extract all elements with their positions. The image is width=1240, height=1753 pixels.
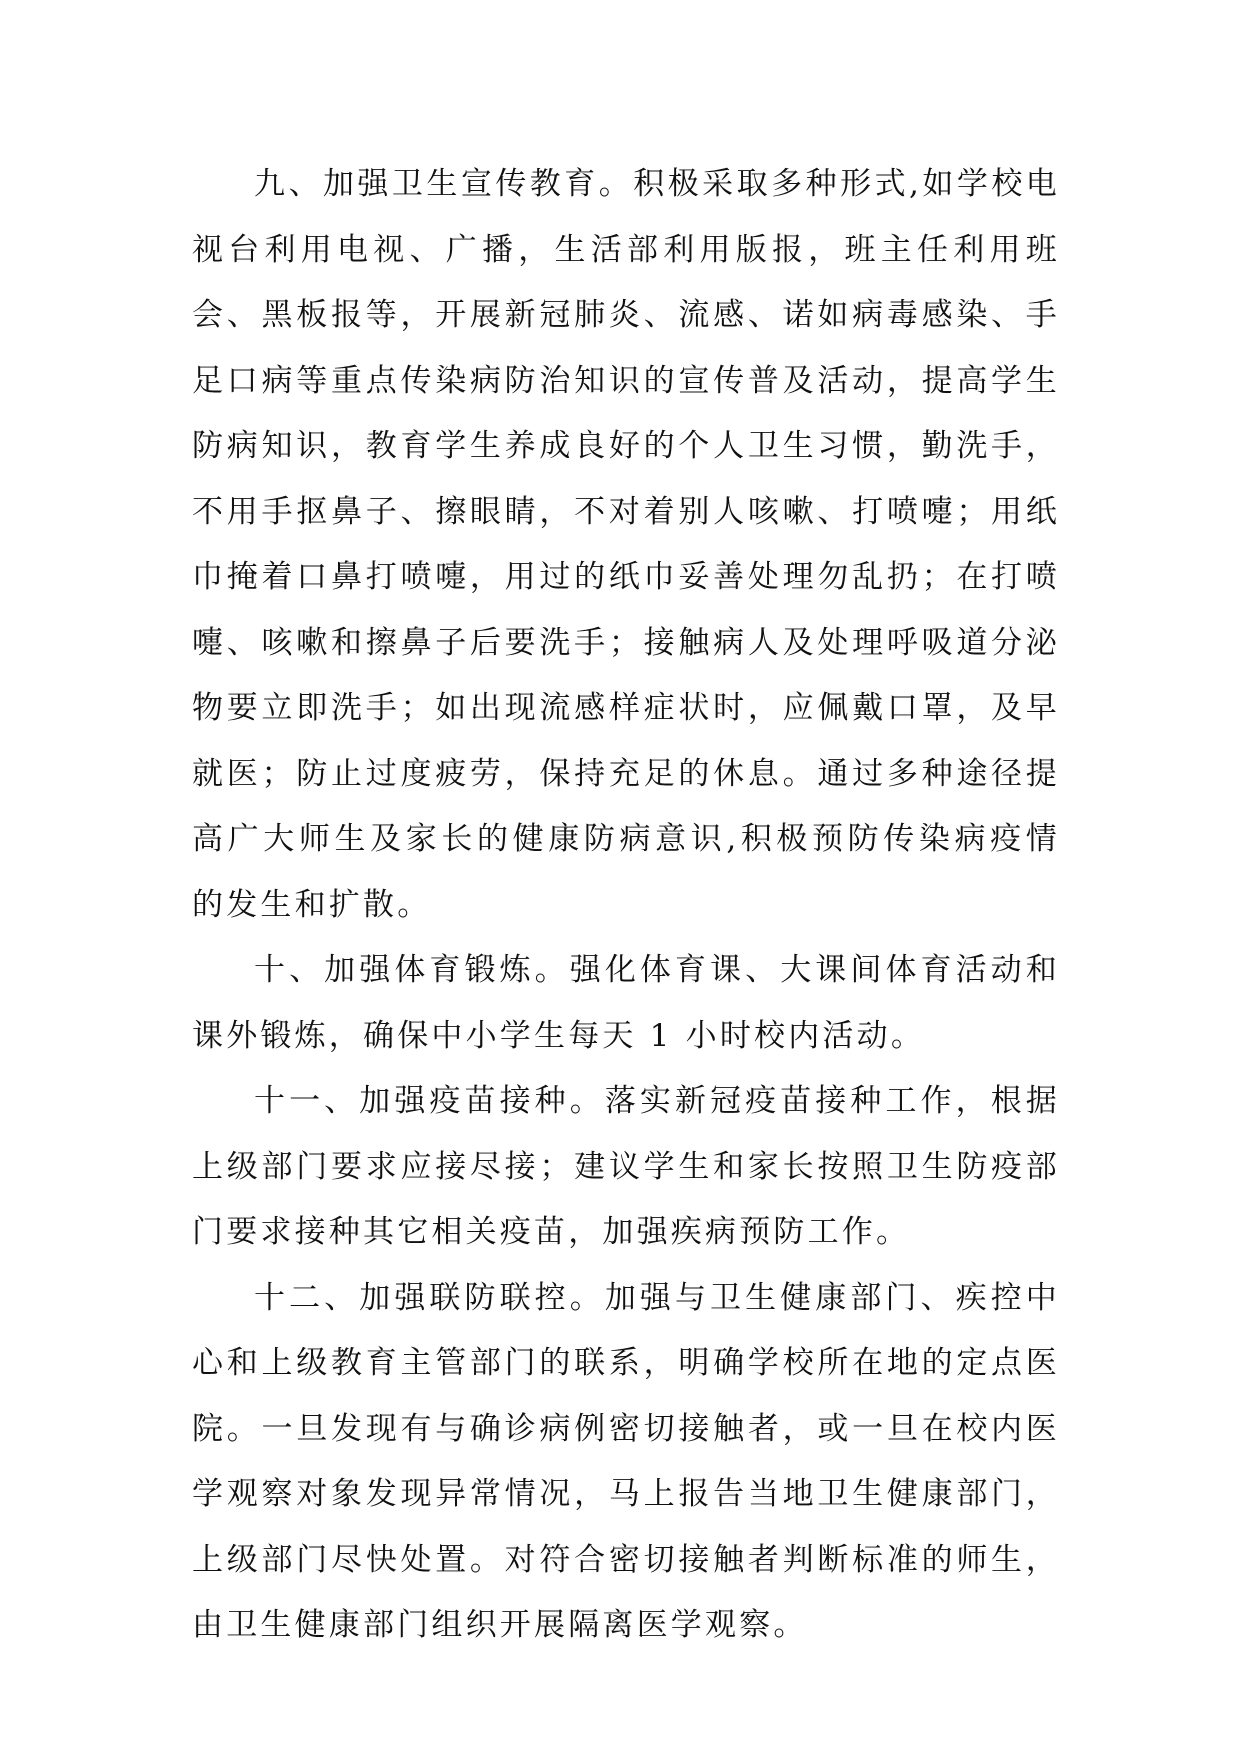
paragraph-joint-prevention: 十二、加强联防联控。加强与卫生健康部门、疾控中心和上级教育主管部门的联系，明确学校所在地的定点医院。一旦发现有与确诊病例密切接触者，或一旦在校内医学观察对象发现异常情况，马上报告当地卫生健康部门，上级部门尽快处置。对符合密切接触者判断标准的师生，由卫生健康部门组织开展隔离医学观察。 <box>192 1279 1060 1643</box>
paragraph-physical-exercise: 十、加强体育锻炼。强化体育课、大课间体育活动和课外锻炼，确保中小学生每天 1 小时校内活动。 <box>192 952 1060 1054</box>
document-body <box>192 152 1060 1659</box>
paragraph-health-education: 九、加强卫生宣传教育。积极采取多种形式,如学校电视台利用电视、广播，生活部利用版报，班主任利用班会、黑板报等，开展新冠肺炎、流感、诺如病毒感染、手足口病等重点传染病防治知识的宣传普及活动，提高学生防病知识，教育学生养成良好的个人卫生习惯，勤洗手，不用手抠鼻子、擦眼睛，不对着别人咳嗽、打喷嚏；用纸巾掩着口鼻打喷嚏，用过的纸巾妥善处理勿乱扔；在打喷嚏、咳嗽和擦鼻子后要洗手；接触病人及处理呼吸道分泌物要立即洗手；如出现流感样症状时，应佩戴口罩，及早就医；防止过度疲劳，保持充足的休息。通过多种途径提高广大师生及家长的健康防病意识,积极预防传染病疫情的发生和扩散。 <box>192 166 1060 923</box>
paragraph-vaccination: 十一、加强疫苗接种。落实新冠疫苗接种工作，根据上级部门要求应接尽接；建议学生和家长按照卫生防疫部门要求接种其它相关疫苗，加强疾病预防工作。 <box>192 1083 1060 1250</box>
